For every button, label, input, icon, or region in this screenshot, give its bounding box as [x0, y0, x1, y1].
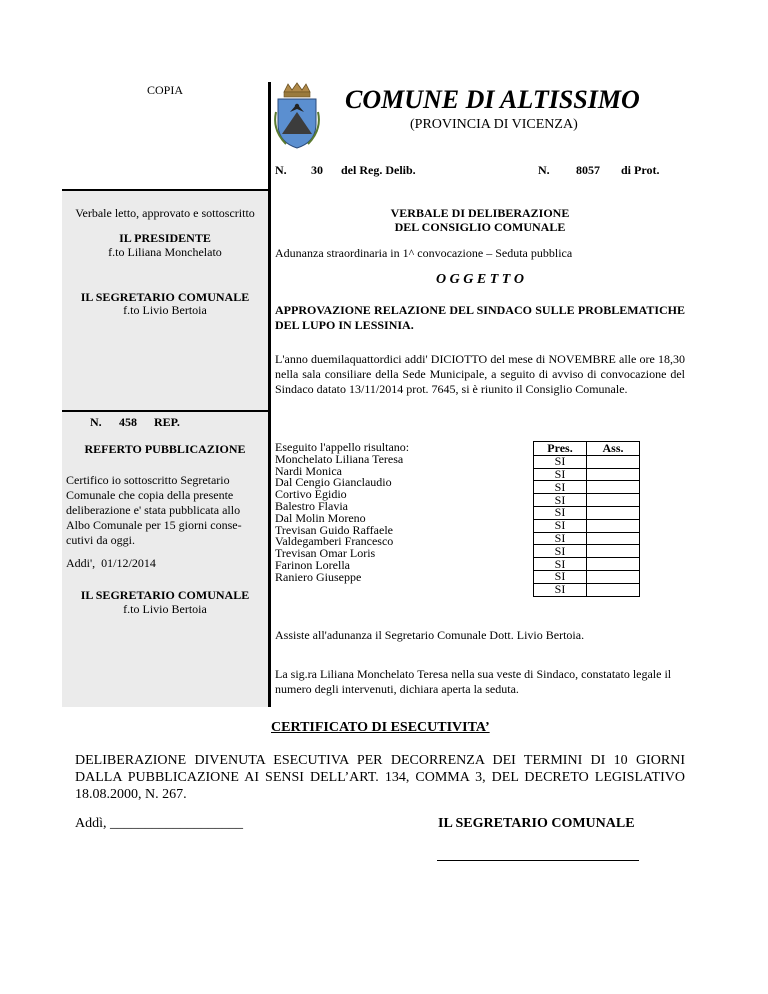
secretary-title: IL SEGRETARIO COMUNALE: [80, 290, 250, 304]
reg-number: 30: [311, 163, 323, 177]
certificate-text: DELIBERAZIONE DIVENUTA ESECUTIVA PER DECORRENZA DEI TERMINI DI 10 GIORNI DALLA PUBBLICAZIONE AI SENSI DELL’ART. 134, COMMA 3, DEL DECRETO LEGISLATIVO 18.08.2000, N. 267.: [75, 753, 685, 802]
rep-number: 458: [119, 415, 137, 429]
presence-cell: SI: [534, 481, 587, 494]
certify-line: deliberazione e' stata pubblicata allo: [66, 503, 241, 517]
prot-number: 8057: [576, 163, 600, 177]
secretary2-name: f.to Livio Bertoia: [123, 602, 207, 616]
absence-cell: [587, 570, 640, 583]
rep-n-label: N.: [90, 415, 102, 429]
certify-text: [66, 473, 266, 548]
read-approved-text: Verbale letto, approvato e sottoscritto: [75, 206, 255, 220]
certify-line: Comunale che copia della presente: [66, 488, 234, 502]
table-row: [534, 481, 640, 494]
rep-label: REP.: [154, 415, 180, 429]
absence-cell: [587, 532, 640, 545]
roll-call-label: Eseguito l'appello risultano:: [275, 440, 410, 454]
certificate-title: CERTIFICATO DI ESECUTIVITA’: [271, 720, 490, 735]
pres-header: Pres.: [534, 442, 587, 456]
oggetto-label: O G G E T T O: [436, 272, 524, 287]
absence-cell: [587, 545, 640, 558]
absence-cell: [587, 481, 640, 494]
table-row: [534, 570, 640, 583]
province-subtitle: (PROVINCIA DI VICENZA): [410, 117, 578, 132]
member-name: Balestro Flavia: [275, 498, 348, 513]
absence-cell: [587, 519, 640, 532]
table-row: [534, 494, 640, 507]
left-top-rule: [62, 189, 270, 191]
prot-label: di Prot.: [621, 163, 660, 177]
presence-cell: SI: [534, 532, 587, 545]
table-row: [534, 506, 640, 519]
presence-cell: SI: [534, 545, 587, 558]
certify-line: cutivi da oggi.: [66, 533, 135, 547]
secretary2-title: IL SEGRETARIO COMUNALE: [80, 588, 250, 602]
president-name: f.to Liliana Monchelato: [108, 245, 222, 259]
absence-cell: [587, 506, 640, 519]
table-row: [534, 558, 640, 571]
absence-cell: [587, 558, 640, 571]
table-row: [534, 455, 640, 468]
presence-cell: SI: [534, 494, 587, 507]
member-name: Monchelato Liliana Teresa: [275, 451, 404, 466]
presence-cell: SI: [534, 519, 587, 532]
attendance-table: [533, 441, 640, 597]
presence-cell: SI: [534, 583, 587, 596]
table-row: [534, 583, 640, 596]
verbale-line-2: DEL CONSIGLIO COMUNALE: [394, 220, 566, 234]
municipality-title: COMUNE DI ALTISSIMO: [345, 85, 640, 114]
date-field: Addì, ___________________: [75, 816, 243, 831]
copy-label: COPIA: [147, 83, 184, 97]
reg-label: del Reg. Delib.: [341, 163, 416, 177]
footer-secretary-title: IL SEGRETARIO COMUNALE: [438, 816, 635, 831]
table-row: [534, 532, 640, 545]
members-list: [275, 442, 409, 584]
member-name: Raniero Giuseppe: [275, 569, 362, 584]
secretary-assists-text: Assiste all'adunanza il Segretario Comunale Dott. Livio Bertoia.: [275, 628, 585, 642]
member-name: Trevisan Omar Loris: [275, 546, 376, 561]
member-name: Trevisan Guido Raffaele: [275, 522, 393, 537]
table-row: [534, 545, 640, 558]
verbale-line-1: VERBALE DI DELIBERAZIONE: [390, 206, 570, 220]
intro-text: L'anno duemilaquattordici addi' DICIOTTO del mese di NOVEMBRE alle ore 18,30 nella sala consiliare della Sede Municipale, a seguito di avviso di convocazione del Sindaco datato 13/11/2014 prot. 7645, si è riunito il Consiglio Comunale.: [275, 352, 685, 396]
table-row: [534, 468, 640, 481]
absence-cell: [587, 583, 640, 596]
presence-cell: SI: [534, 558, 587, 571]
adunanza-text: Adunanza straordinaria in 1^ convocazione – Seduta pubblica: [275, 246, 573, 260]
table-row: [534, 519, 640, 532]
secretary-name: f.to Livio Bertoia: [123, 303, 207, 317]
referto-title: REFERTO PUBBLICAZIONE: [84, 442, 246, 456]
left-mid-rule: [62, 410, 270, 412]
ass-header: Ass.: [587, 442, 640, 456]
presence-cell: SI: [534, 455, 587, 468]
publication-date: Addi', 01/12/2014: [66, 556, 156, 570]
president-title: IL PRESIDENTE: [119, 231, 211, 245]
mayor-statement: La sig.ra Liliana Monchelato Teresa nella sua veste di Sindaco, constatato legale il numero degli intervenuti, dichiara aperta la seduta.: [275, 667, 672, 696]
certify-line: Certifico io sottoscritto Segretario: [66, 473, 230, 487]
member-name: Farinon Lorella: [275, 557, 350, 572]
absence-cell: [587, 494, 640, 507]
absence-cell: [587, 455, 640, 468]
presence-cell: SI: [534, 468, 587, 481]
absence-cell: [587, 468, 640, 481]
reg-n-label: N.: [275, 163, 287, 177]
column-divider: [268, 82, 271, 707]
certify-line: Albo Comunale per 15 giorni conse-: [66, 518, 242, 532]
member-name: Nardi Monica: [275, 463, 342, 478]
verbale-heading: [275, 206, 685, 234]
coat-of-arms-icon: [272, 82, 322, 150]
presence-cell: SI: [534, 506, 587, 519]
prot-n-label: N.: [538, 163, 550, 177]
signature-line: [437, 860, 639, 861]
member-name: Dal Cengio Gianclaudio: [275, 475, 392, 490]
member-name: Dal Molin Moreno: [275, 510, 366, 525]
oggetto-text: APPROVAZIONE RELAZIONE DEL SINDACO SULLE PROBLEMATICHE DEL LUPO IN LESSINIA.: [275, 303, 685, 332]
presence-cell: SI: [534, 570, 587, 583]
member-name: Cortivo Egidio: [275, 487, 347, 502]
member-name: Valdegamberi Francesco: [275, 534, 394, 549]
